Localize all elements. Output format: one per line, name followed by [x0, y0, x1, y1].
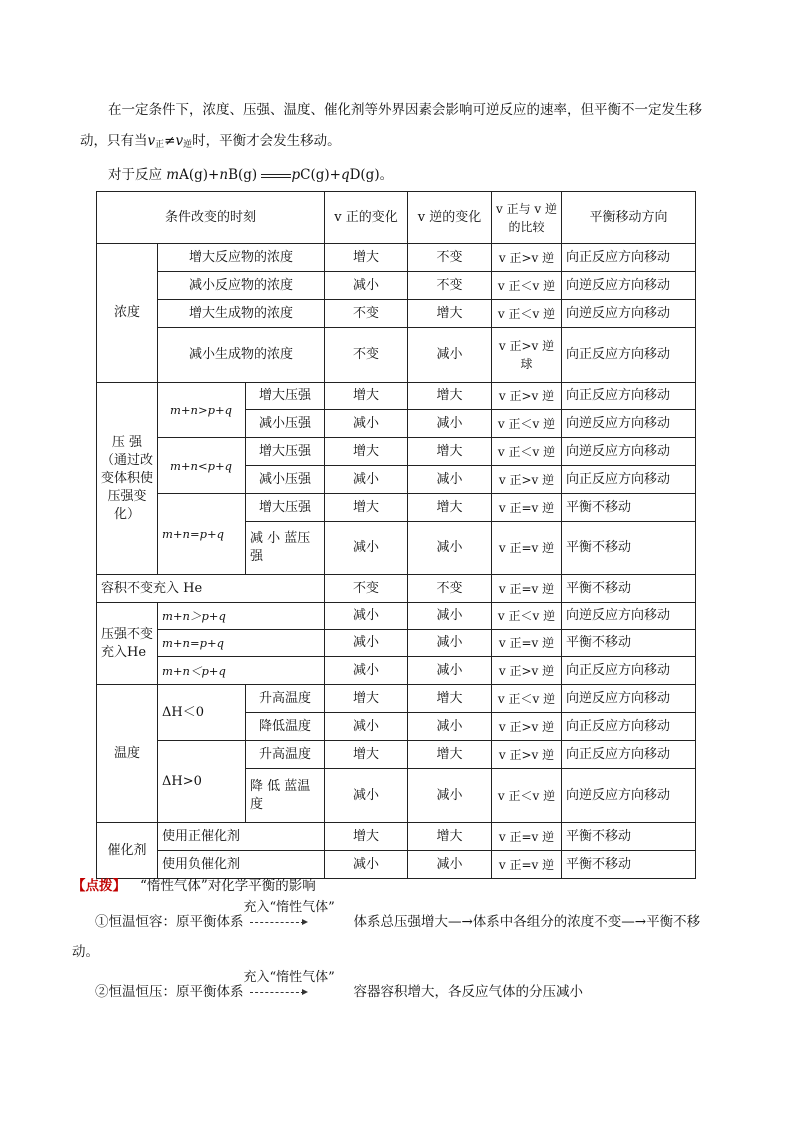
table-row — [97, 603, 696, 630]
tip-heading — [72, 876, 316, 896]
arrow-icon: 充入“惰性气体” — [244, 912, 354, 932]
cell-direction: 向逆反应方向移动 — [562, 438, 696, 466]
cell-direction: 向正反应方向移动 — [562, 713, 696, 741]
cell-compare: v 正>v 逆 — [492, 657, 562, 685]
cell-condition: 降低温度 — [246, 713, 325, 741]
intro-paragraph-line1: 在一定条件下，浓度、压强、温度、催化剂等外界因素会影响可逆反应的速率，但平衡不一定发生移 — [108, 102, 702, 118]
sub-condition: m+n＞p+q — [158, 603, 325, 630]
cell-compare: v 正=v 逆 — [492, 494, 562, 522]
cell-direction: 平衡不移动 — [562, 494, 696, 522]
cell-v-reverse: 减小 — [408, 410, 492, 438]
sub-condition: ΔH>0 — [158, 741, 246, 823]
cell-v-forward: 增大 — [325, 494, 408, 522]
cell-v-forward: 增大 — [325, 244, 408, 272]
cell-direction: 平衡不移动 — [562, 851, 696, 879]
cell-direction: 向逆反应方向移动 — [562, 272, 696, 300]
cell-v-forward: 减小 — [325, 522, 408, 575]
sub-condition: m+n＜p+q — [158, 657, 325, 685]
cell-v-reverse: 减小 — [408, 630, 492, 657]
group-catalyst: 催化剂 — [97, 823, 158, 879]
cell-v-reverse: 增大 — [408, 438, 492, 466]
table-row — [97, 575, 696, 603]
cell-v-reverse: 增大 — [408, 383, 492, 410]
cell-v-forward: 减小 — [325, 769, 408, 823]
sub-condition: m+n=p+q — [158, 494, 246, 575]
cell-v-reverse: 减小 — [408, 466, 492, 494]
table-row — [97, 328, 696, 383]
table-row — [97, 685, 696, 713]
cell-compare: v 正=v 逆 — [492, 575, 562, 603]
cell-compare: v 正＜v 逆 — [492, 300, 562, 328]
table-row — [97, 741, 696, 769]
cell-v-reverse: 增大 — [408, 823, 492, 851]
cell-v-forward: 减小 — [325, 657, 408, 685]
cell-v-reverse: 不变 — [408, 272, 492, 300]
cell-v-forward: 增大 — [325, 685, 408, 713]
table-row — [97, 657, 696, 685]
cell-v-forward: 增大 — [325, 741, 408, 769]
cell-compare: v 正=v 逆 — [492, 630, 562, 657]
group-he-constant-volume: 容积不变充入 He — [97, 575, 325, 603]
cell-v-reverse: 减小 — [408, 657, 492, 685]
header-direction: 平衡移动方向 — [562, 192, 696, 244]
cell-v-forward: 增大 — [325, 438, 408, 466]
cell-v-forward: 不变 — [325, 300, 408, 328]
header-compare: v 正与 v 逆 的比较 — [492, 192, 562, 244]
cell-v-reverse: 不变 — [408, 244, 492, 272]
tip-item-1-cont: 动。 — [72, 944, 99, 960]
cell-direction: 向正反应方向移动 — [562, 657, 696, 685]
table-row — [97, 300, 696, 328]
cell-v-forward: 不变 — [325, 575, 408, 603]
cell-v-forward: 减小 — [325, 851, 408, 879]
arrow-icon: 充入“惰性气体” — [244, 982, 354, 1002]
cell-compare: v 正>v 逆 — [492, 741, 562, 769]
cell-direction: 向正反应方向移动 — [562, 244, 696, 272]
table-row — [97, 494, 696, 522]
cell-condition: 增大压强 — [246, 383, 325, 410]
group-concentration: 浓度 — [97, 244, 158, 383]
reaction-equation: 对于反应 mA(g)+nB(g) pC(g)+qD(g)。 — [108, 167, 394, 183]
table-header-row — [97, 192, 696, 244]
intro-paragraph-line2: 动，只有当$v_正\ne v_逆$时，平衡才会发生移动。 — [80, 133, 341, 150]
cell-v-forward: 减小 — [325, 272, 408, 300]
cell-v-reverse: 减小 — [408, 328, 492, 383]
cell-condition: 升高温度 — [246, 741, 325, 769]
tip-item-1: ①恒温恒容：原平衡体系 充入“惰性气体” 体系总压强增大—→体系中各组分的浓度不变—→平衡不移 — [95, 900, 701, 930]
cell-condition: 使用正催化剂 — [158, 823, 325, 851]
tip-label: 【点拨】 — [72, 878, 126, 894]
cell-compare: v 正>v 逆 — [492, 383, 562, 410]
group-he-constant-pressure: 压强不变充入He — [97, 603, 158, 685]
cell-direction: 向逆反应方向移动 — [562, 410, 696, 438]
cell-condition: 增大压强 — [246, 494, 325, 522]
cell-v-reverse: 不变 — [408, 575, 492, 603]
cell-direction: 向正反应方向移动 — [562, 466, 696, 494]
table-row — [97, 851, 696, 879]
group-temperature: 温度 — [97, 685, 158, 823]
cell-compare: v 正>v 逆球 — [492, 328, 562, 383]
cell-condition: 升高温度 — [246, 685, 325, 713]
table-row — [97, 630, 696, 657]
cell-direction: 向逆反应方向移动 — [562, 603, 696, 630]
cell-compare: v 正=v 逆 — [492, 823, 562, 851]
cell-v-forward: 减小 — [325, 410, 408, 438]
tip-item-2: ②恒温恒压：原平衡体系 充入“惰性气体” 容器容积增大，各反应气体的分压减小 — [95, 970, 583, 1000]
cell-condition: 减小反应物的浓度 — [158, 272, 325, 300]
header-v-reverse: v 逆的变化 — [408, 192, 492, 244]
cell-v-forward: 减小 — [325, 630, 408, 657]
header-condition: 条件改变的时刻 — [97, 192, 325, 244]
cell-direction: 向逆反应方向移动 — [562, 769, 696, 823]
cell-compare: v 正>v 逆 — [492, 713, 562, 741]
cell-compare: v 正＜v 逆 — [492, 410, 562, 438]
cell-condition: 降 低 蓝温度 — [246, 769, 325, 823]
cell-direction: 向逆反应方向移动 — [562, 300, 696, 328]
table-row — [97, 438, 696, 466]
cell-direction: 向正反应方向移动 — [562, 741, 696, 769]
cell-compare: v 正＜v 逆 — [492, 438, 562, 466]
sub-condition: m+n>p+q — [158, 383, 246, 438]
sub-condition: m+n=p+q — [158, 630, 325, 657]
equilibrium-shift-table — [96, 191, 696, 879]
table-row — [97, 272, 696, 300]
cell-v-forward: 减小 — [325, 466, 408, 494]
header-v-forward: v 正的变化 — [325, 192, 408, 244]
equilibrium-arrow-icon — [261, 173, 291, 179]
tip-title: “惰性气体”对化学平衡的影响 — [140, 878, 316, 894]
sub-condition: m+n<p+q — [158, 438, 246, 494]
cell-condition: 增大生成物的浓度 — [158, 300, 325, 328]
cell-compare: v 正＜v 逆 — [492, 272, 562, 300]
cell-condition: 增大压强 — [246, 438, 325, 466]
cell-compare: v 正＜v 逆 — [492, 685, 562, 713]
cell-v-reverse: 减小 — [408, 713, 492, 741]
cell-v-forward: 减小 — [325, 713, 408, 741]
cell-compare: v 正=v 逆 — [492, 522, 562, 575]
table-row — [97, 823, 696, 851]
cell-v-forward: 增大 — [325, 823, 408, 851]
cell-v-reverse: 减小 — [408, 769, 492, 823]
cell-compare: v 正>v 逆 — [492, 244, 562, 272]
group-pressure: 压 强（通过改变体积使压强变化） — [97, 383, 158, 575]
cell-v-reverse: 增大 — [408, 300, 492, 328]
table-row — [97, 383, 696, 410]
cell-direction: 平衡不移动 — [562, 575, 696, 603]
cell-v-forward: 增大 — [325, 383, 408, 410]
cell-v-reverse: 减小 — [408, 522, 492, 575]
cell-v-reverse: 增大 — [408, 685, 492, 713]
cell-direction: 平衡不移动 — [562, 630, 696, 657]
cell-condition: 减小生成物的浓度 — [158, 328, 325, 383]
cell-v-reverse: 增大 — [408, 494, 492, 522]
cell-compare: v 正＜v 逆 — [492, 603, 562, 630]
cell-condition: 减小压强 — [246, 410, 325, 438]
cell-v-forward: 减小 — [325, 603, 408, 630]
cell-compare: v 正=v 逆 — [492, 851, 562, 879]
cell-v-reverse: 增大 — [408, 741, 492, 769]
cell-condition: 减 小 蓝压强 — [246, 522, 325, 575]
cell-direction: 平衡不移动 — [562, 823, 696, 851]
cell-compare: v 正＜v 逆 — [492, 769, 562, 823]
cell-direction: 平衡不移动 — [562, 522, 696, 575]
cell-direction: 向正反应方向移动 — [562, 328, 696, 383]
cell-v-reverse: 减小 — [408, 851, 492, 879]
cell-v-forward: 不变 — [325, 328, 408, 383]
cell-condition: 减小压强 — [246, 466, 325, 494]
sub-condition: ΔH＜0 — [158, 685, 246, 741]
cell-compare: v 正>v 逆 — [492, 466, 562, 494]
cell-condition: 增大反应物的浓度 — [158, 244, 325, 272]
cell-condition: 使用负催化剂 — [158, 851, 325, 879]
cell-direction: 向正反应方向移动 — [562, 383, 696, 410]
table-row — [97, 244, 696, 272]
cell-v-reverse: 减小 — [408, 603, 492, 630]
cell-direction: 向逆反应方向移动 — [562, 685, 696, 713]
